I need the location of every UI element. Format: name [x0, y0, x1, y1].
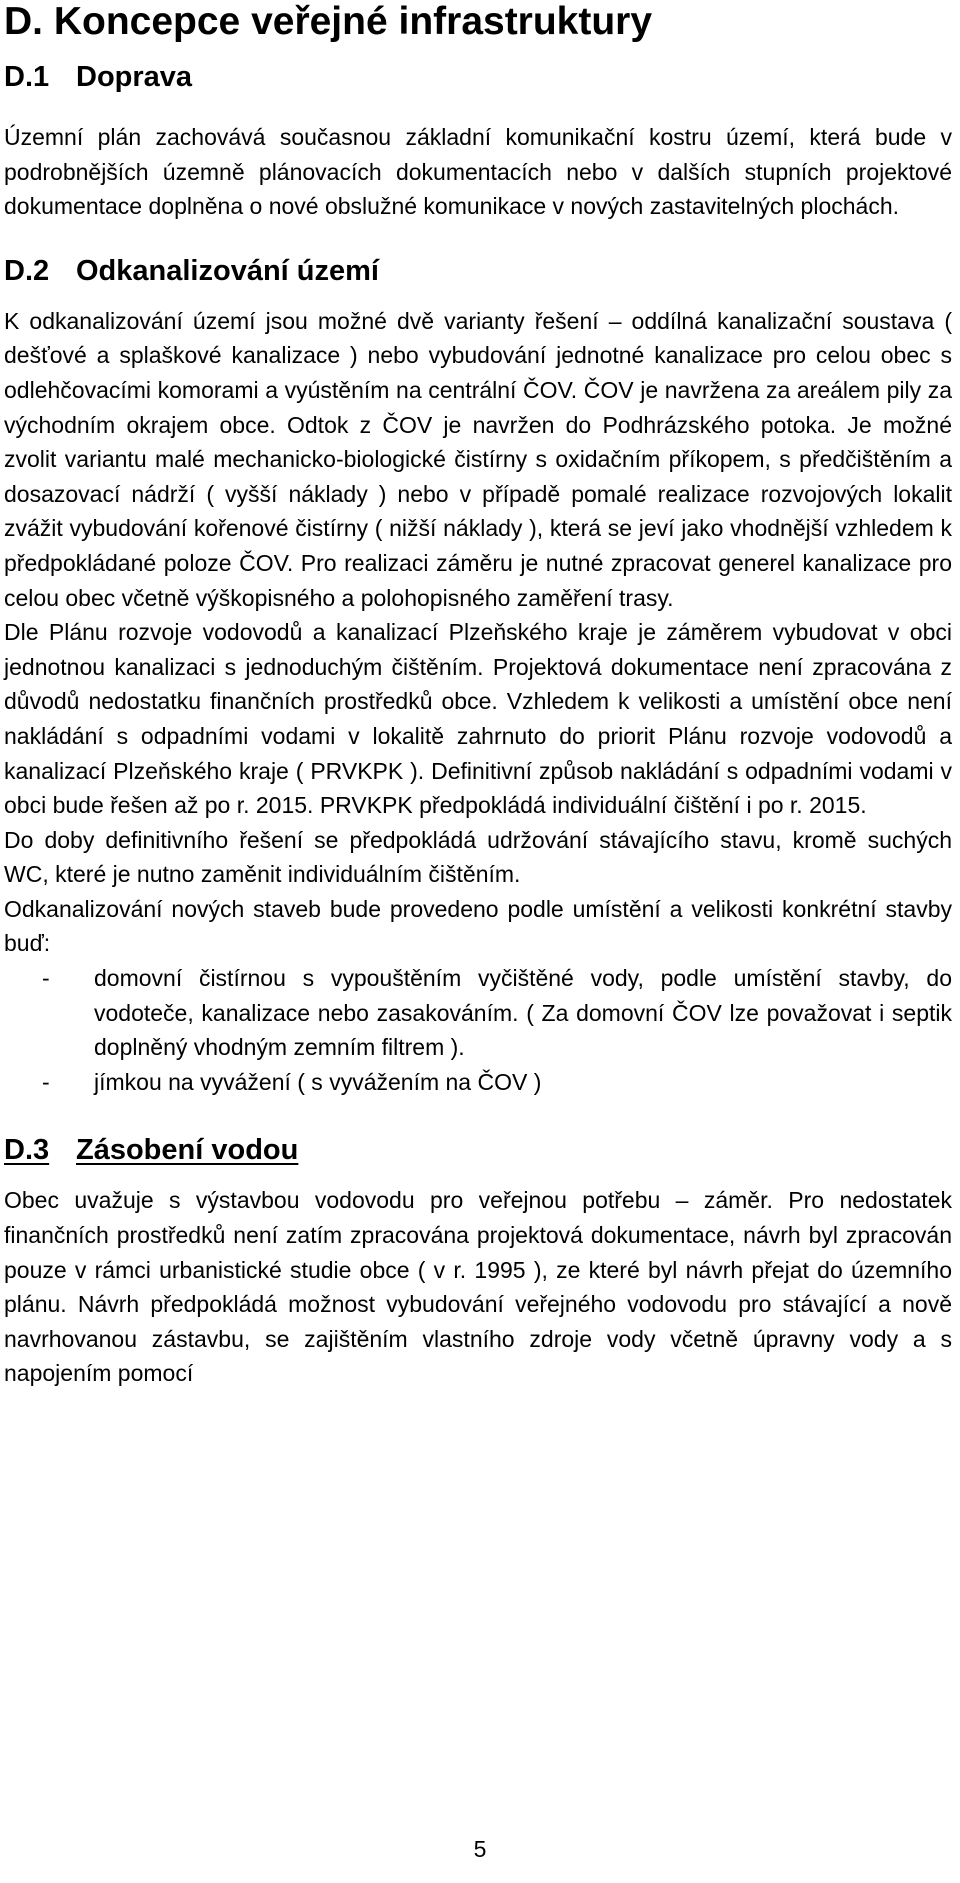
section-number: D.1	[4, 61, 50, 93]
section-heading-odkanalizovani	[4, 254, 952, 288]
section-heading-doprava	[4, 60, 952, 94]
document-page	[4, 0, 952, 1391]
list-item	[4, 961, 952, 1065]
paragraph: K odkanalizování území jsou možné dvě varianty řešení – oddílná kanalizační soustava ( dešťové a splaškové kanalizace ) nebo vybudování jednotné kanalizace pro celou obec s odlehčovacími komorami a vyústěním na centrální ČOV. ČOV je navržena za areálem pily za východním okrajem obce. Odtok z ČOV je navržen do Podhrázského potoka. Je možné zvolit variantu malé mechanicko-biologické čistírny s oxidačním příkopem, s předčištěním a dosazovací nádrží ( vyšší náklady ) nebo v případě pomalé realizace rozvojových lokalit zvážit vybudování kořenové čistírny ( nižší náklady ), která se jeví jako vhodnější vzhledem k předpokládané poloze ČOV. Pro realizaci záměru je nutné zpracovat generel kanalizace pro celou obec včetně výškopisného a polohopisného zaměření trasy.	[4, 307, 952, 611]
list-item	[4, 1065, 952, 1100]
section-odkanalizovani	[4, 254, 952, 1100]
section-doprava	[4, 60, 952, 224]
paragraph: Obec uvažuje s výstavbou vodovodu pro veřejnou potřebu – záměr. Pro nedostatek finančních prostředků není zatím zpracována projektová dokumentace, návrh byl zpracován pouze v rámci urbanistické studie obce ( v r. 1995 ), ze které byl návrh přejat do územního plánu. Návrh předpokládá možnost vybudování veřejného vodovodu pro stávající a nově navrhovanou zástavbu, se zajištěním vlastního zdroje vody včetně úpravny vody a s napojením pomocí	[4, 1187, 952, 1387]
paragraph: Územní plán zachovává současnou základní komunikační kostru území, která bude v podrobnějších územně plánovacích dokumentacích nebo v dalších stupních projektové dokumentace doplněna o nové obslužné komunikace v nových zastavitelných plochách.	[4, 124, 952, 220]
section-heading-zasobeni-vodou	[4, 1133, 952, 1167]
list-dash: -	[42, 1068, 50, 1095]
section-number: D.3	[4, 1134, 50, 1167]
section-title: Zásobení vodou	[76, 1134, 299, 1167]
paragraph: Dle Plánu rozvoje vodovodů a kanalizací Plzeňského kraje je záměrem vybudovat v obci jednotnou kanalizaci s jednoduchým čištěním. Projektová dokumentace není zpracována z důvodů nedostatku finančních prostředků obce. Vzhledem k velikosti a umístění obce není nakládání s odpadními vodami v lokalitě zahrnuto do priorit Plánu rozvoje vodovodů a kanalizací Plzeňského kraje ( PRVKPK ). Definitivní způsob nakládání s odpadními vodami v obci bude řešen až po r. 2015. PRVKPK předpokládá individuální čištění i po r. 2015.	[4, 619, 952, 819]
list-dash: -	[42, 965, 50, 992]
section-number: D.2	[4, 254, 50, 287]
document-title: D. Koncepce veřejné infrastruktury	[4, 0, 653, 43]
list-item-text: domovní čistírnou s vypouštěním vyčištěné vody, podle umístění stavby, do vodoteče, kanalizace nebo zasakováním. ( Za domovní ČOV lze považovat i septik doplněný vhodným zemním filtrem ).	[94, 965, 952, 1061]
section-title: Odkanalizování území	[76, 254, 379, 287]
page-number: 5	[473, 1836, 487, 1862]
section-title: Doprava	[76, 61, 193, 93]
paragraph: Odkanalizování nových staveb bude provedeno podle umístění a velikosti konkrétní stavby buď:	[4, 895, 952, 957]
list-item-text: jímkou na vyvážení ( s vyvážením na ČOV )	[94, 1068, 542, 1095]
paragraph: Do doby definitivního řešení se předpokládá udržování stávajícího stavu, kromě suchých WC, které je nutno zaměnit individuálním čištěním.	[4, 826, 952, 888]
section-zasobeni-vodou	[4, 1133, 952, 1391]
